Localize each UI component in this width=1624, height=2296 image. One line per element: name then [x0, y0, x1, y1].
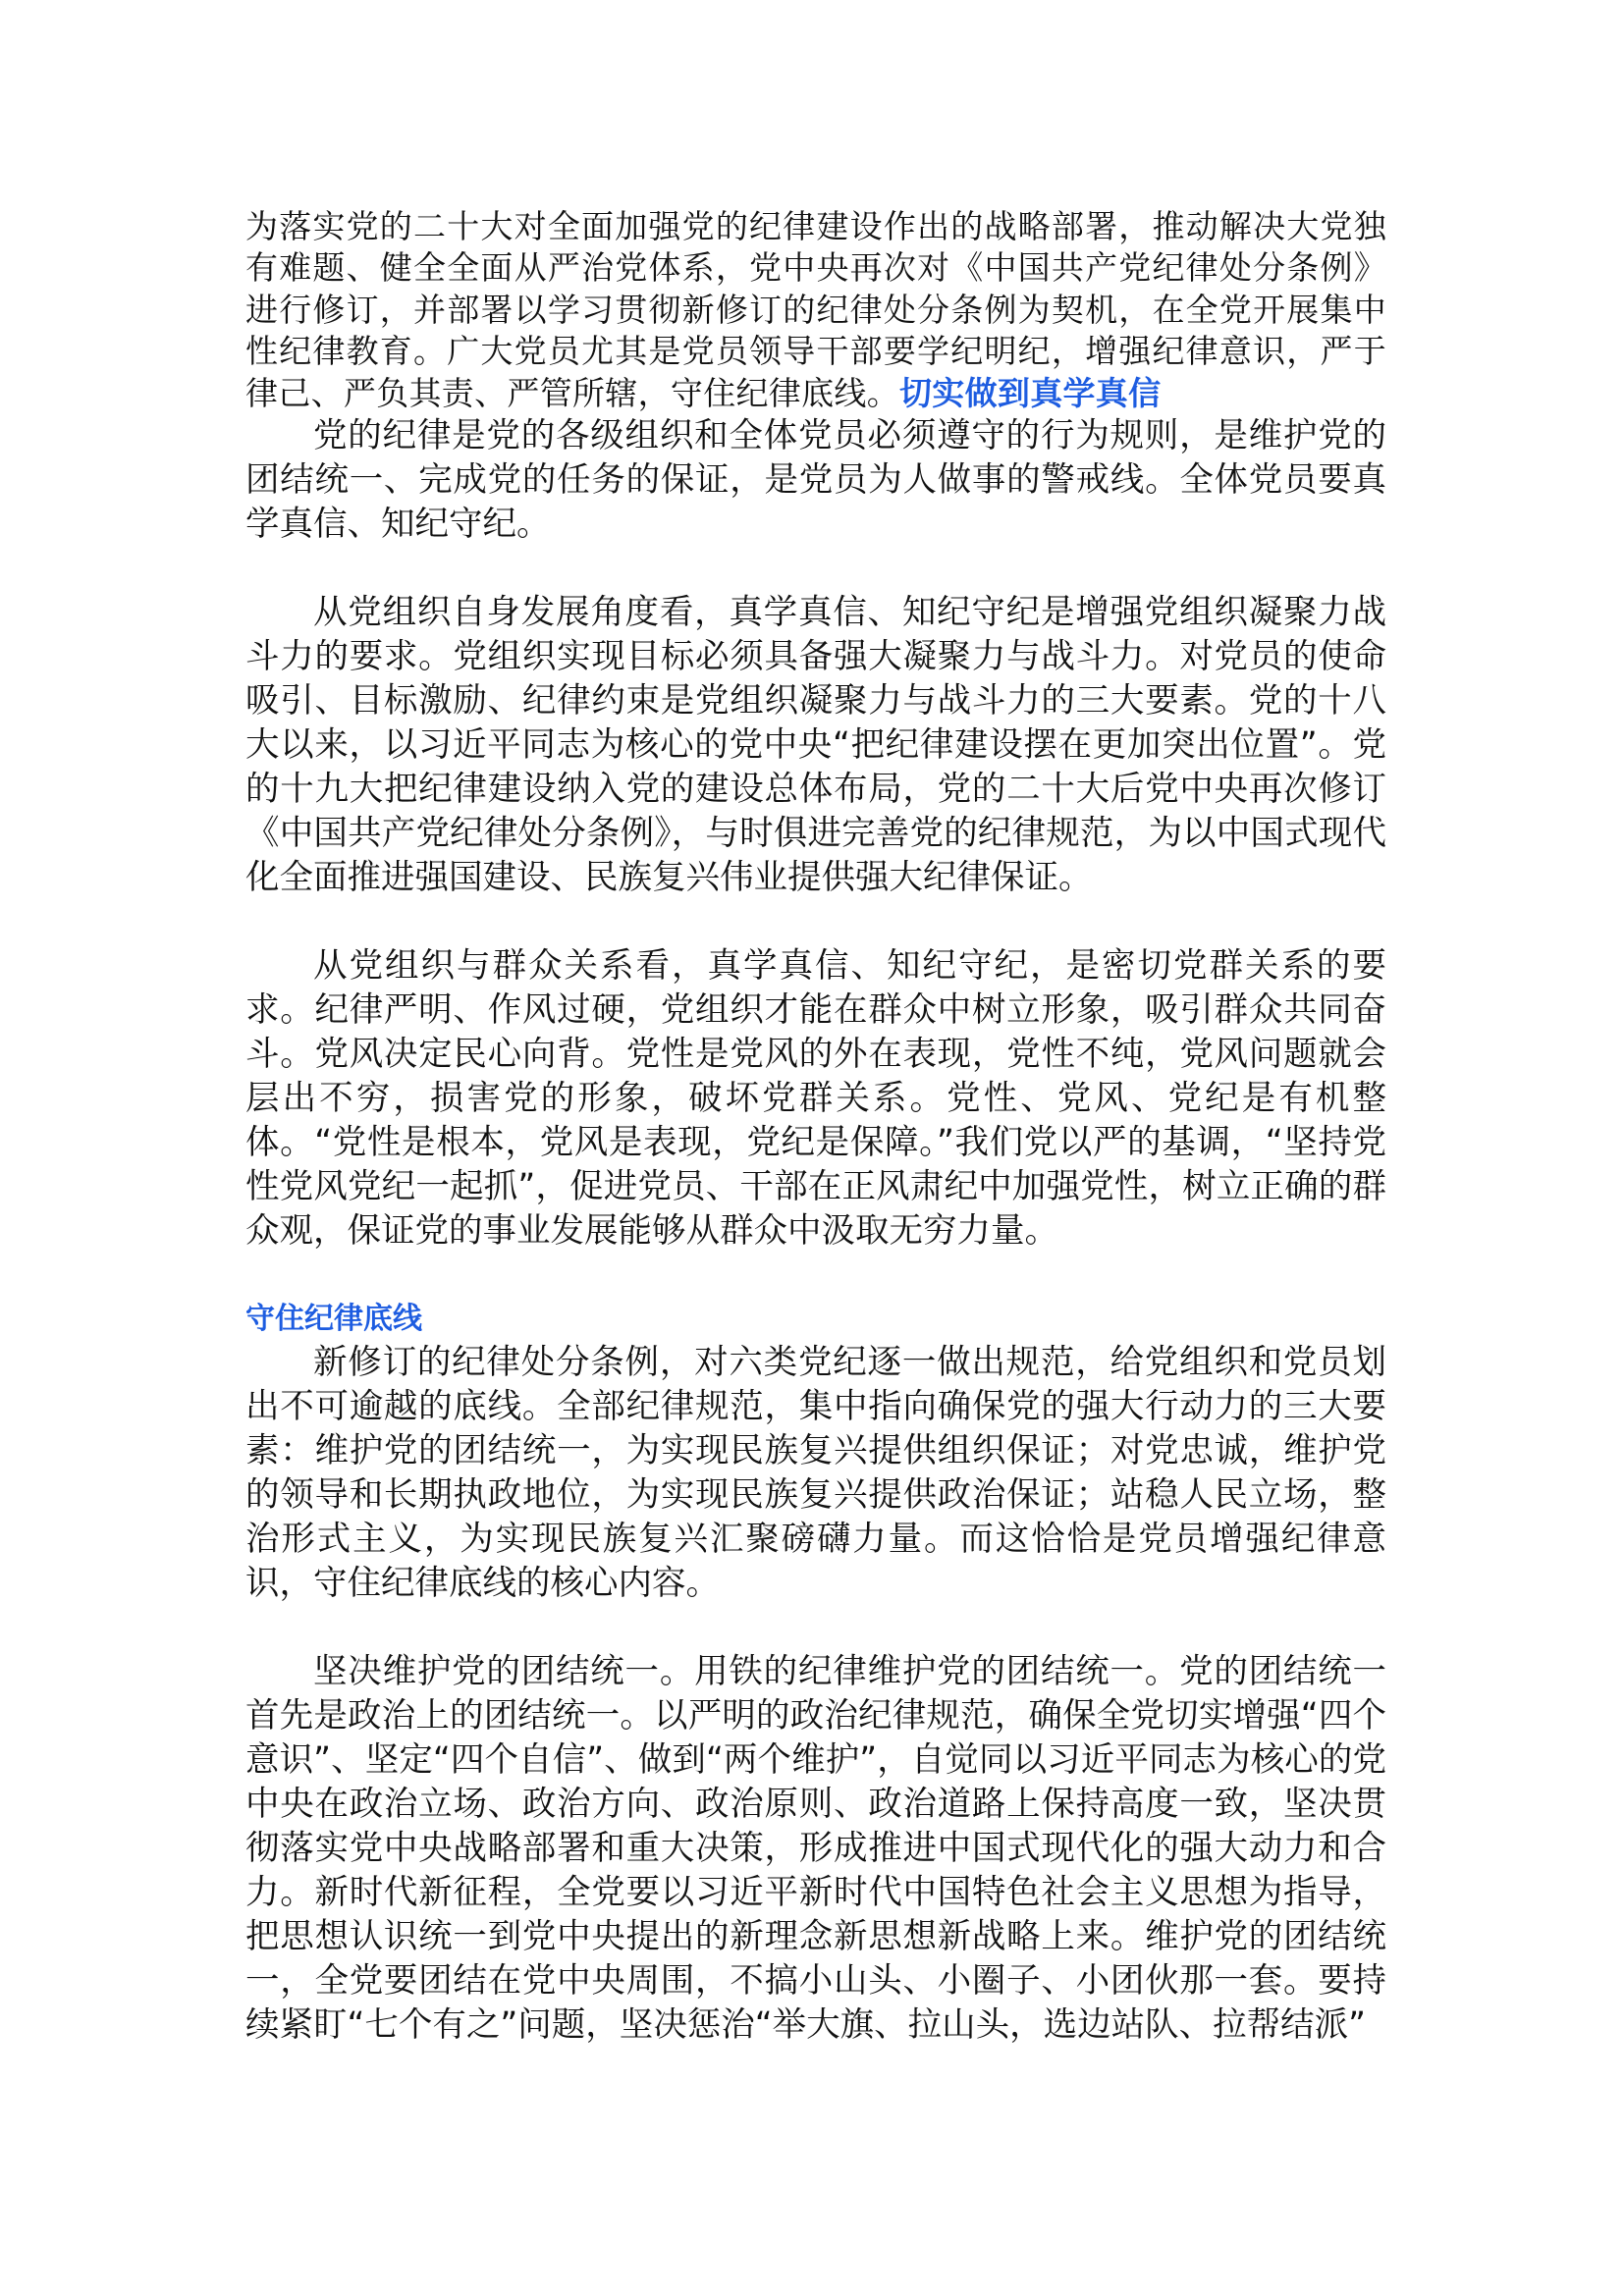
paragraph-party-masses-relations: 从党组织与群众关系看，真学真信、知纪守纪，是密切党群关系的要求。纪律严明、作风过硬，党组织才能在群众中树立形象，吸引群众共同奋斗。党风决定民心向背。党性是党风的外在表现，党性不纯，党风问题就会层出不穷，损害党的形象，破坏党群关系。党性、党风、党纪是有机整体。“党性是根本，党风是表现，党纪是保障。”我们党以严的基调，“坚持党性党风党纪一起抓”，促进党员、干部在正风肃纪中加强党性，树立正确的群众观，保证党的事业发展能够从群众中汲取无穷力量。 — [245, 946, 1386, 1252]
paragraph-spacer — [245, 547, 1386, 591]
paragraph-spacer — [245, 1254, 1386, 1298]
paragraph-spacer — [245, 900, 1386, 944]
paragraph-discipline-definition: 党的纪律是党的各级组织和全体党员必须遵守的行为规则，是维护党的团结统一、完成党的任务的保证，是党员为人做事的警戒线。全体党员要真学真信、知纪守纪。 — [245, 416, 1386, 545]
section-heading-bottom-line: 守住纪律底线 — [245, 1302, 422, 1337]
document-page — [245, 206, 1386, 2048]
paragraph-organization-development: 从党组织自身发展角度看，真学真信、知纪守纪是增强党组织凝聚力战斗力的要求。党组织实现目标必须具备强大凝聚力与战斗力。对党员的使命吸引、目标激励、纪律约束是党组织凝聚力与战斗力的三大要素。党的十八大以来，以习近平同志为核心的党中央“把纪律建设摆在更加突出位置”。党的十九大把纪律建设纳入党的建设总体布局，党的二十大后党中央再次修订《中国共产党纪律处分条例》，与时俱进完善党的纪律规范，为以中国式现代化全面推进强国建设、民族复兴伟业提供强大纪律保证。 — [245, 593, 1386, 898]
intro-paragraph — [245, 206, 1386, 414]
paragraph-spacer — [245, 1606, 1386, 1650]
intro-text: 为落实党的二十大对全面加强党的纪律建设作出的战略部署，推动解决大党独有难题、健全全面从严治党体系，党中央再次对《中国共产党纪律处分条例》进行修订，并部署以学习贯彻新修订的纪律处分条例为契机，在全党开展集中性纪律教育。广大党员尤其是党员领导干部要学纪明纪，增强纪律意识，严于律己、严负其责、严管所辖，守住纪律底线。 — [245, 207, 1386, 412]
paragraph-new-regulations: 新修订的纪律处分条例，对六类党纪逐一做出规范，给党组织和党员划出不可逾越的底线。全部纪律规范，集中指向确保党的强大行动力的三大要素：维护党的团结统一，为实现民族复兴提供组织保证；对党忠诚，维护党的领导和长期执政地位，为实现民族复兴提供政治保证；站稳人民立场，整治形式主义，为实现民族复兴汇聚磅礴力量。而这恰恰是党员增强纪律意识，守住纪律底线的核心内容。 — [245, 1343, 1386, 1604]
section-heading-study: 切实做到真学真信 — [899, 373, 1162, 412]
paragraph-unity: 坚决维护党的团结统一。用铁的纪律维护党的团结统一。党的团结统一首先是政治上的团结统一。以严明的政治纪律规范，确保全党切实增强“四个意识”、坚定“四个自信”、做到“两个维护”，自觉同以习近平同志为核心的党中央在政治立场、政治方向、政治原则、政治道路上保持高度一致，坚决贯彻落实党中央战略部署和重大决策，形成推进中国式现代化的强大动力和合力。新时代新征程，全党要以习近平新时代中国特色社会主义思想为指导，把思想认识统一到党中央提出的新理念新思想新战略上来。维护党的团结统一，全党要团结在党中央周围，不搞小山头、小圈子、小团伙那一套。要持续紧盯“七个有之”问题，坚决惩治“举大旗、拉山头，选边站队、拉帮结派” — [245, 1652, 1386, 2046]
